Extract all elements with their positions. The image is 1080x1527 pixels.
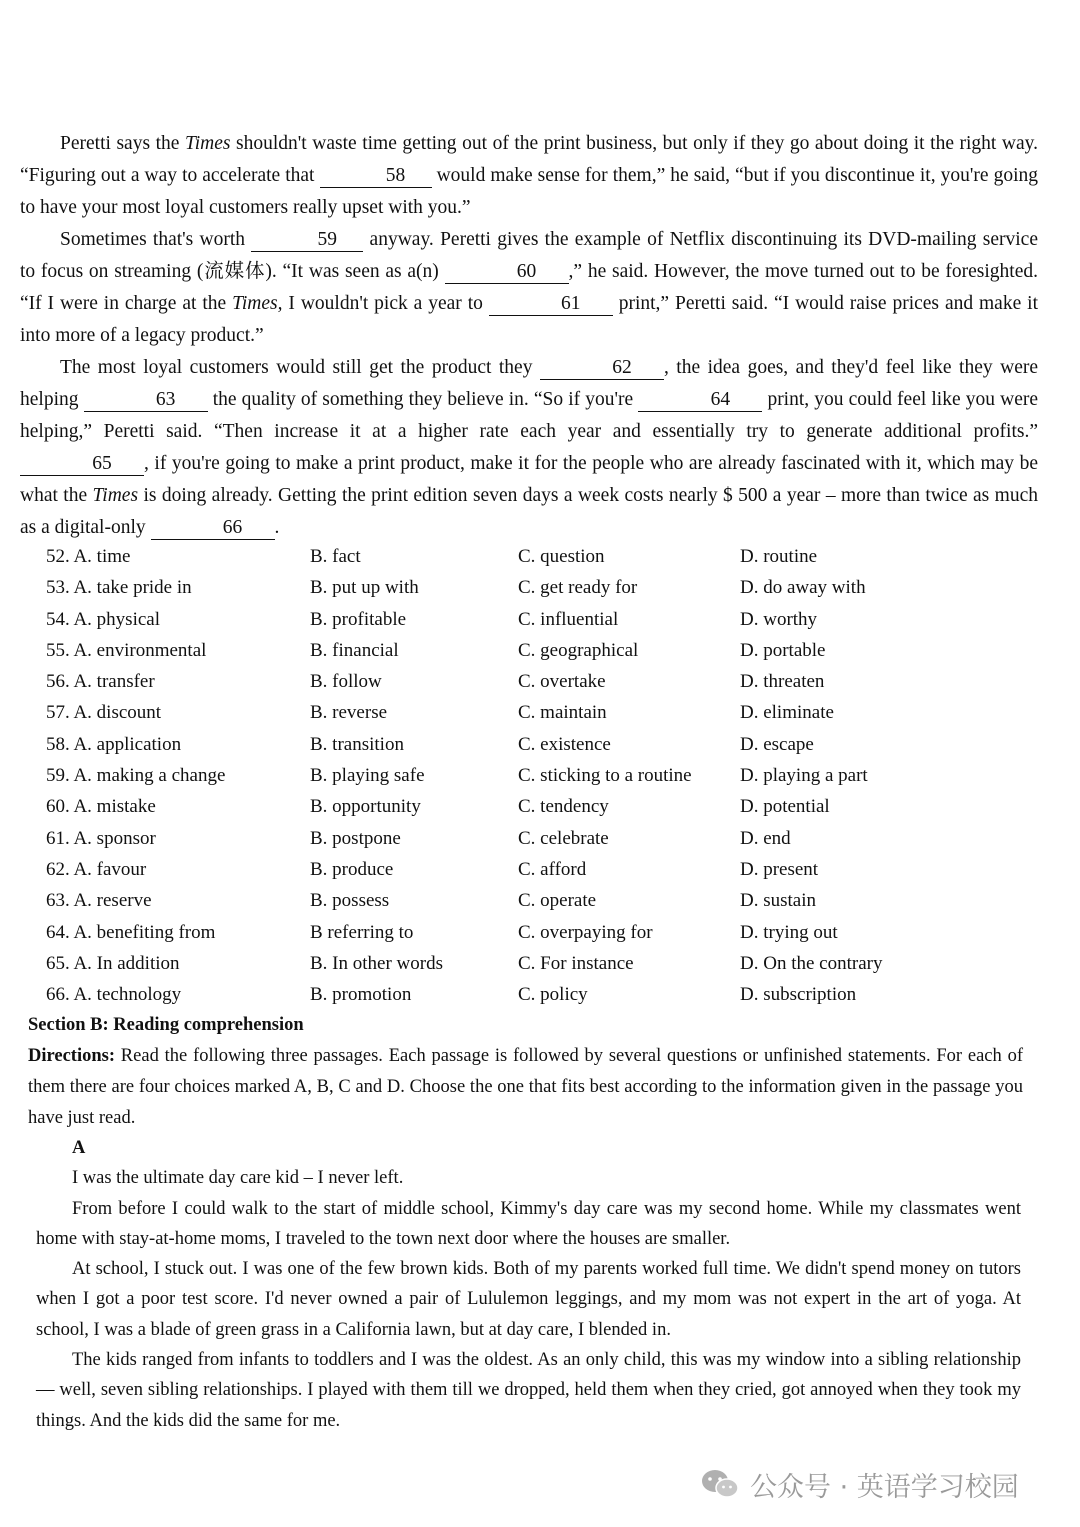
option-row xyxy=(46,854,1046,885)
blank-59: 59 xyxy=(251,229,363,252)
option-row xyxy=(46,979,1046,1010)
option-a: 65. A. In addition xyxy=(46,952,180,974)
option-b: B. reverse xyxy=(310,702,388,724)
times-italic: Times xyxy=(184,133,231,154)
option-a: 53. A. take pride in xyxy=(46,577,192,599)
option-b: B. transition xyxy=(310,733,404,755)
option-b: B referring to xyxy=(310,921,414,943)
option-b: B. postpone xyxy=(310,827,401,849)
option-d: D. portable xyxy=(740,639,826,661)
option-a: 62. A. favour xyxy=(46,858,147,880)
option-c: C. operate xyxy=(518,890,597,912)
text-run: print, you could feel like you were helping,” Peretti said. “Then increase it at a higher rate each year and essentially try to generate additional profits.” xyxy=(20,389,1038,442)
option-row xyxy=(46,541,1046,572)
option-row xyxy=(46,666,1046,697)
reading-passage-a xyxy=(36,1133,1021,1436)
option-a: 52. A. time xyxy=(46,546,131,567)
passage-a-paragraph: At school, I stuck out. I was one of the few brown kids. Both of my parents worked full time. We didn't spend money on tutors when I got a poor test score. I'd never owned a pair of Lululemon leggings, and my mom was not expert in the art of yoga. At school, I was a blade of green grass in a California lawn, but at day care, I blended in. xyxy=(36,1259,1021,1340)
section-title: Section B: Reading comprehension xyxy=(28,1015,304,1035)
text-run: would make sense for them,” he said, “but if you discontinue it, you're going to have your most loyal customers really upset with you.” xyxy=(20,165,1038,218)
option-d: D. worthy xyxy=(740,608,818,630)
blank-66: 66 xyxy=(151,517,275,540)
option-row xyxy=(46,604,1046,635)
passage-paragraph-1 xyxy=(20,128,1038,224)
option-c: C. existence xyxy=(518,733,611,755)
option-row xyxy=(46,823,1046,854)
option-b: B. opportunity xyxy=(310,796,421,818)
passage-a-paragraph: From before I could walk to the start of middle school, Kimmy's day care was my second home. While my classmates went home with stay-at-home moms, I traveled to the town next door where the houses are smaller. xyxy=(36,1198,1021,1249)
blank-58: 58 xyxy=(320,165,432,188)
option-b: B. In other words xyxy=(310,952,443,974)
option-row xyxy=(46,760,1046,791)
text-run: ,” he said. However, the move turned out to be foresighted. “If I were in charge at the xyxy=(20,261,1038,314)
blank-63: 63 xyxy=(84,389,208,412)
option-d: D. escape xyxy=(740,733,814,755)
option-c: C. get ready for xyxy=(518,577,638,599)
option-row xyxy=(46,917,1046,948)
text-run: Sometimes that's worth xyxy=(60,229,252,250)
option-b: B. profitable xyxy=(310,608,407,630)
option-b: B. playing safe xyxy=(310,765,425,787)
option-c: C. tendency xyxy=(518,796,609,818)
passage-a-paragraph: I was the ultimate day care kid – I never left. xyxy=(72,1168,404,1189)
option-c: C. For instance xyxy=(518,952,634,974)
option-d: D. playing a part xyxy=(740,765,868,787)
passage-paragraph-3 xyxy=(20,352,1038,544)
blank-65: 65 xyxy=(20,453,144,476)
option-row xyxy=(46,635,1046,666)
option-c: C. overtake xyxy=(518,671,606,693)
option-row xyxy=(46,697,1046,728)
option-row xyxy=(46,572,1046,603)
blank-64: 64 xyxy=(638,389,762,412)
option-c: C. policy xyxy=(518,984,588,1006)
watermark xyxy=(700,1462,1019,1506)
text-run: , the idea goes, and they'd feel like they were helping xyxy=(20,357,1038,410)
option-d: D. routine xyxy=(740,546,818,567)
option-c: C. influential xyxy=(518,608,619,630)
watermark-text: 公众号 · 英语学习校园 xyxy=(750,1471,1019,1503)
option-d: D. end xyxy=(740,827,791,849)
option-d: D. threaten xyxy=(740,671,825,693)
text-run: the quality of something they believe in. “So if you're xyxy=(207,389,639,410)
option-d: D. potential xyxy=(740,796,830,818)
option-c: C. geographical xyxy=(518,639,639,661)
option-b: B. financial xyxy=(310,639,399,661)
passage-paragraph-2 xyxy=(20,224,1038,352)
text-run: anyway. Peretti gives the example of Netflix discontinuing its DVD-mailing service to focus on streaming (流媒体). “It was seen as a(n) xyxy=(20,229,1038,282)
option-d: D. do away with xyxy=(740,577,866,599)
option-b: B. promotion xyxy=(310,984,412,1006)
blank-60: 60 xyxy=(445,261,569,284)
text-run: The most loyal customers would still get the product they xyxy=(60,357,540,378)
passage-letter: A xyxy=(72,1138,86,1158)
option-b: B. follow xyxy=(310,671,382,693)
section-b xyxy=(28,1010,1023,1134)
option-a: 61. A. sponsor xyxy=(46,827,156,849)
option-c: C. celebrate xyxy=(518,827,609,849)
option-b: B. put up with xyxy=(310,577,419,599)
times-italic: Times, xyxy=(232,293,283,314)
option-d: D. On the contrary xyxy=(740,952,883,974)
directions-text: Read the following three passages. Each passage is followed by several questions or unfinished statements. For each of them there are four choices marked A, B, C and D. Choose the one that fits best according to the information given in the passage you have just read. xyxy=(28,1046,1023,1128)
option-a: 54. A. physical xyxy=(46,608,160,630)
option-a: 56. A. transfer xyxy=(46,671,155,693)
option-a: 66. A. technology xyxy=(46,984,182,1006)
option-row xyxy=(46,791,1046,822)
option-a: 55. A. environmental xyxy=(46,639,207,661)
cloze-passage xyxy=(20,128,1038,544)
option-c: C. afford xyxy=(518,858,587,880)
option-row xyxy=(46,948,1046,979)
blank-61: 61 xyxy=(489,293,613,316)
text-run: shouldn't waste time getting out of the print business, but only if they go about doing it the right way. “Figuring out a way to accelerate that xyxy=(20,133,1038,186)
option-b: B. fact xyxy=(310,546,361,567)
option-c: C. sticking to a routine xyxy=(518,765,692,787)
text-run: , if you're going to make a print product, make it for the people who are already fascinated with it, which may be what the xyxy=(20,453,1038,506)
text-run: Peretti says the xyxy=(60,133,185,154)
option-b: B. produce xyxy=(310,858,394,880)
passage-a-paragraph: The kids ranged from infants to toddlers and I was the oldest. As an only child, this was my window into a sibling relationship — well, seven sibling relationships. I played with them till we dropped, held them when they cried, got annoyed when they took my things. And the kids did the same for me. xyxy=(36,1350,1021,1431)
times-italic: Times xyxy=(92,485,139,506)
option-a: 57. A. discount xyxy=(46,702,162,724)
wechat-icon xyxy=(700,1468,740,1500)
option-d: D. eliminate xyxy=(740,702,834,724)
option-a: 58. A. application xyxy=(46,733,182,755)
directions xyxy=(28,1041,1023,1134)
option-c: C. question xyxy=(518,546,605,567)
blank-62: 62 xyxy=(540,357,664,380)
answer-options xyxy=(46,541,1046,1010)
option-row xyxy=(46,729,1046,760)
text-run: print,” Peretti said. “I would raise prices and make it into more of a legacy product.” xyxy=(20,293,1038,346)
option-row xyxy=(46,885,1046,916)
option-a: 60. A. mistake xyxy=(46,796,156,818)
option-d: D. trying out xyxy=(740,921,838,943)
option-c: C. maintain xyxy=(518,702,607,724)
text-run: I wouldn't pick a year to xyxy=(282,293,489,314)
option-d: D. present xyxy=(740,858,819,880)
option-b: B. possess xyxy=(310,890,390,912)
text-run: . xyxy=(274,517,280,538)
directions-label: Directions: xyxy=(28,1046,115,1066)
option-a: 63. A. reserve xyxy=(46,890,152,912)
text-run: is doing already. Getting the print edition seven days a week costs nearly $ 500 a year – more than twice as much as a digital-only xyxy=(20,485,1038,538)
option-a: 59. A. making a change xyxy=(46,765,226,787)
option-a: 64. A. benefiting from xyxy=(46,921,216,943)
option-c: C. overpaying for xyxy=(518,921,653,943)
option-d: D. sustain xyxy=(740,890,816,912)
option-d: D. subscription xyxy=(740,984,857,1006)
